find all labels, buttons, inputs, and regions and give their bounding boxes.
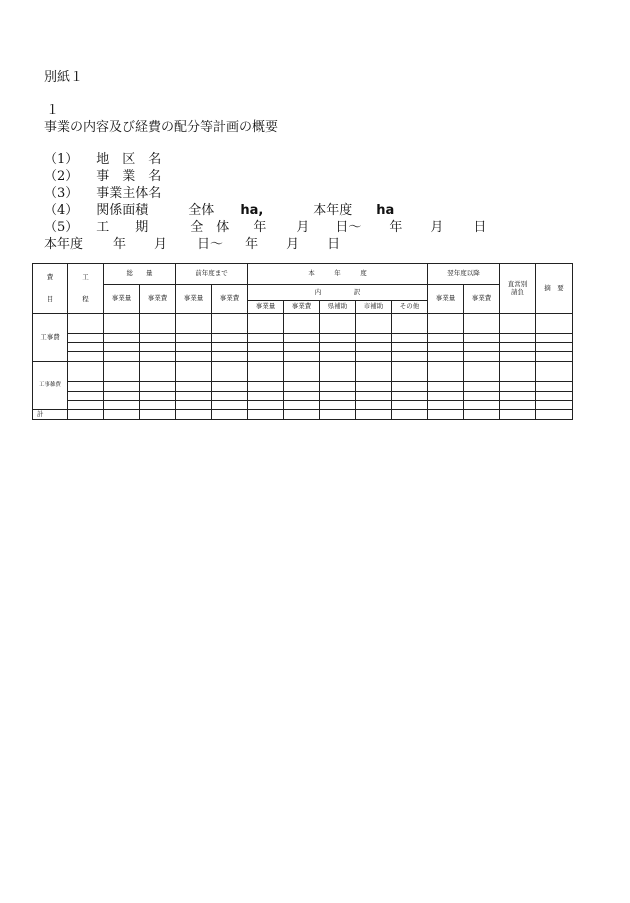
header-zennendo: 前年度まで xyxy=(176,264,248,285)
period-year2: 年 xyxy=(389,220,403,235)
table-cell xyxy=(500,392,536,401)
table-cell xyxy=(500,382,536,392)
table-cell xyxy=(536,410,573,420)
table-cell xyxy=(104,382,140,392)
table-cell xyxy=(212,362,248,382)
item-label: 事業主体名 xyxy=(96,186,162,201)
table-cell xyxy=(464,334,500,343)
table-cell xyxy=(320,314,356,334)
this-year-label: 本年度 xyxy=(44,237,84,252)
header-jigyohi: 事業費 xyxy=(212,285,248,314)
area-year-label: 本年度 xyxy=(313,203,353,218)
header-himoku: 費 目 xyxy=(33,264,68,314)
table-cell xyxy=(212,343,248,352)
table-cell xyxy=(68,352,104,362)
table-cell xyxy=(284,382,320,392)
this-year-day2: 日 xyxy=(327,237,341,252)
table-row xyxy=(33,285,573,301)
table-cell xyxy=(212,401,248,410)
table-cell xyxy=(248,314,284,334)
this-year-year2: 年 xyxy=(245,237,259,252)
this-year-period xyxy=(44,233,340,252)
table-cell xyxy=(104,392,140,401)
table-cell xyxy=(500,334,536,343)
row-label-koujihi: 工事費 xyxy=(33,314,68,362)
table-cell xyxy=(464,314,500,334)
table-cell xyxy=(536,334,573,343)
table-cell xyxy=(320,392,356,401)
section-number: １ xyxy=(46,103,60,118)
document-label: 別紙１ xyxy=(44,70,84,85)
table-cell xyxy=(212,392,248,401)
section-title: 事業の内容及び経費の配分等計画の概要 xyxy=(44,120,279,135)
table-cell xyxy=(536,401,573,410)
table-row xyxy=(33,314,573,334)
table-cell xyxy=(464,401,500,410)
budget-table xyxy=(32,263,573,420)
header-shi-hojo: 市補助 xyxy=(356,301,392,314)
table-cell xyxy=(536,382,573,392)
table-cell xyxy=(392,392,428,401)
table-cell xyxy=(176,401,212,410)
table-cell xyxy=(536,314,573,334)
table-cell xyxy=(536,343,573,352)
table-cell xyxy=(68,410,104,420)
table-cell xyxy=(428,382,464,392)
table-cell xyxy=(428,314,464,334)
table-cell xyxy=(248,410,284,420)
table-cell xyxy=(284,352,320,362)
table-cell xyxy=(392,362,428,382)
header-uchiwake: 内 訳 xyxy=(248,285,428,301)
table-cell xyxy=(140,392,176,401)
table-cell xyxy=(212,382,248,392)
table-cell xyxy=(212,410,248,420)
table-cell xyxy=(212,314,248,334)
table-cell xyxy=(428,410,464,420)
area-total-unit: ha, xyxy=(240,203,264,218)
table-cell xyxy=(392,343,428,352)
table-cell xyxy=(176,343,212,352)
table-cell xyxy=(392,334,428,343)
item-number: （3） xyxy=(44,186,79,201)
table-cell xyxy=(176,362,212,382)
table-row xyxy=(33,392,573,401)
header-jigyohi: 事業費 xyxy=(140,285,176,314)
table-cell xyxy=(248,352,284,362)
table-cell xyxy=(500,343,536,352)
table-cell xyxy=(284,343,320,352)
table-cell xyxy=(356,343,392,352)
header-jigyoryo: 事業量 xyxy=(176,285,212,314)
table-cell xyxy=(392,401,428,410)
table-cell xyxy=(248,382,284,392)
table-cell xyxy=(248,392,284,401)
table-cell xyxy=(392,382,428,392)
header-kotei: 工 程 xyxy=(68,264,104,314)
table-cell xyxy=(428,334,464,343)
table-cell xyxy=(500,410,536,420)
period-day-from: 日～ xyxy=(335,220,362,235)
period-day2: 日 xyxy=(473,220,487,235)
table-cell xyxy=(320,401,356,410)
header-jigyohi: 事業費 xyxy=(284,301,320,314)
item-number: （4） xyxy=(44,203,79,218)
table-cell xyxy=(356,362,392,382)
table-cell xyxy=(68,362,104,382)
table-cell xyxy=(356,401,392,410)
this-year-year: 年 xyxy=(113,237,127,252)
table-cell xyxy=(104,410,140,420)
table-cell xyxy=(68,314,104,334)
table-cell xyxy=(140,334,176,343)
table-row xyxy=(33,362,573,382)
table-cell xyxy=(356,382,392,392)
item-label: 地 区 名 xyxy=(96,152,162,167)
area-year-unit: ha xyxy=(376,203,395,218)
period-year: 年 xyxy=(253,220,267,235)
table-cell xyxy=(176,352,212,362)
table-cell xyxy=(104,334,140,343)
area-total-label: 全体 xyxy=(188,203,215,218)
table-cell xyxy=(320,352,356,362)
table-cell xyxy=(284,334,320,343)
table-cell xyxy=(428,352,464,362)
header-tekiyo: 摘 要 xyxy=(536,264,573,314)
table-cell xyxy=(320,410,356,420)
table-row xyxy=(33,334,573,343)
period-month: 月 xyxy=(296,220,310,235)
table-cell xyxy=(284,410,320,420)
table-cell xyxy=(248,343,284,352)
table-cell xyxy=(320,343,356,352)
table-cell xyxy=(68,382,104,392)
header-honnendo: 本 年 度 xyxy=(248,264,428,285)
this-year-month2: 月 xyxy=(286,237,300,252)
table-cell xyxy=(500,362,536,382)
this-year-day-from: 日～ xyxy=(197,237,224,252)
table-cell xyxy=(68,401,104,410)
table-cell xyxy=(392,352,428,362)
table-cell xyxy=(428,401,464,410)
table-cell xyxy=(464,343,500,352)
table-cell xyxy=(176,382,212,392)
table-cell xyxy=(464,382,500,392)
table-cell xyxy=(392,314,428,334)
table-cell xyxy=(104,401,140,410)
table-cell xyxy=(536,352,573,362)
header-yokunendo: 翌年度以降 xyxy=(428,264,500,285)
table-cell xyxy=(104,343,140,352)
item-number: （1） xyxy=(44,152,79,167)
table-row xyxy=(33,343,573,352)
table-cell xyxy=(68,392,104,401)
table-cell xyxy=(284,401,320,410)
table-cell xyxy=(356,352,392,362)
table-cell xyxy=(140,352,176,362)
table-cell xyxy=(104,362,140,382)
item-label: 関係面積 xyxy=(96,203,149,218)
table-cell xyxy=(320,382,356,392)
table-cell xyxy=(140,382,176,392)
table-cell xyxy=(428,343,464,352)
table-cell xyxy=(500,401,536,410)
item-number: （2） xyxy=(44,169,79,184)
item-number: （5） xyxy=(44,220,79,235)
table-row xyxy=(33,264,573,285)
table-row xyxy=(33,352,573,362)
table-cell xyxy=(356,334,392,343)
period-total-label: 全 体 xyxy=(190,220,230,235)
table-cell xyxy=(428,362,464,382)
table-cell xyxy=(248,401,284,410)
table-cell xyxy=(356,410,392,420)
table-cell xyxy=(284,392,320,401)
table-cell xyxy=(176,334,212,343)
header-ken-hojo: 県補助 xyxy=(320,301,356,314)
table-cell xyxy=(140,314,176,334)
table-cell xyxy=(500,352,536,362)
header-jigyoryo: 事業量 xyxy=(428,285,464,314)
table-cell xyxy=(248,362,284,382)
table-cell xyxy=(284,362,320,382)
table-cell xyxy=(356,314,392,334)
table-cell xyxy=(140,410,176,420)
table-cell xyxy=(320,362,356,382)
table-cell xyxy=(176,392,212,401)
table-cell xyxy=(68,343,104,352)
this-year-month: 月 xyxy=(154,237,168,252)
table-cell xyxy=(536,392,573,401)
table-cell xyxy=(176,410,212,420)
item-label: 事 業 名 xyxy=(96,169,162,184)
table-cell xyxy=(140,401,176,410)
table-cell xyxy=(104,352,140,362)
table-cell xyxy=(68,334,104,343)
header-chokuei: 直営別請負 xyxy=(500,264,536,314)
header-jigyoryo: 事業量 xyxy=(248,301,284,314)
table-cell xyxy=(536,362,573,382)
table-cell xyxy=(428,392,464,401)
table-cell xyxy=(212,334,248,343)
table-cell xyxy=(284,314,320,334)
table-cell xyxy=(212,352,248,362)
table-cell xyxy=(176,314,212,334)
row-label-kei: 計 xyxy=(33,410,68,420)
table-cell xyxy=(392,410,428,420)
table-cell xyxy=(464,410,500,420)
table-row xyxy=(33,401,573,410)
table-cell xyxy=(140,362,176,382)
table-cell xyxy=(320,334,356,343)
table-cell xyxy=(356,392,392,401)
table-cell xyxy=(464,352,500,362)
table-cell xyxy=(248,334,284,343)
table-cell xyxy=(140,343,176,352)
header-soryo: 総 量 xyxy=(104,264,176,285)
header-jigyoryo: 事業量 xyxy=(104,285,140,314)
table-row xyxy=(33,410,573,420)
row-label-kojizatsuhi: 工事雑費 xyxy=(33,362,68,410)
header-sonota: その他 xyxy=(392,301,428,314)
table-cell xyxy=(104,314,140,334)
period-month2: 月 xyxy=(430,220,444,235)
table-cell xyxy=(464,362,500,382)
table-cell xyxy=(464,392,500,401)
table-cell xyxy=(500,314,536,334)
table-row xyxy=(33,382,573,392)
header-jigyohi: 事業費 xyxy=(464,285,500,314)
item-label: 工 期 xyxy=(96,220,149,235)
